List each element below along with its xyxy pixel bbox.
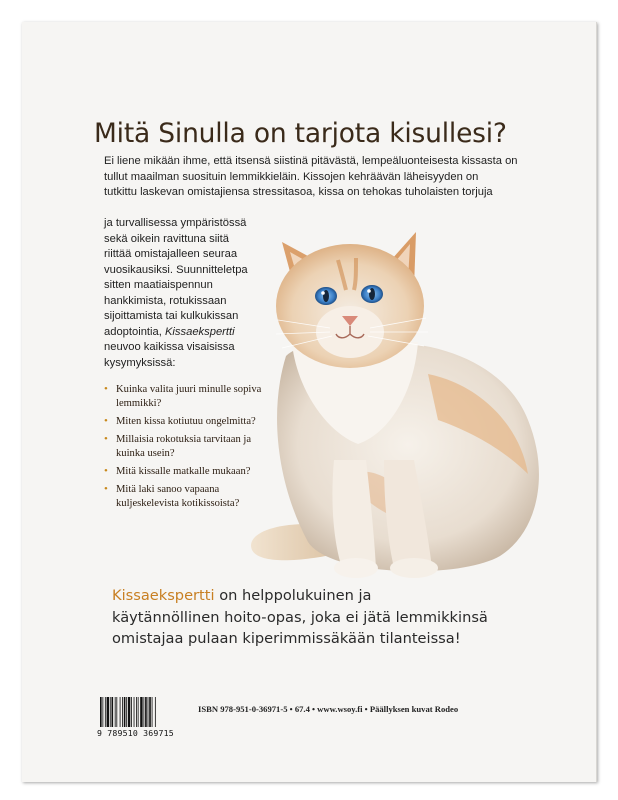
barcode-bar <box>124 697 126 727</box>
question-text: lemmikki? <box>116 397 162 409</box>
intro-line: riittää omistajalleen seuraa <box>104 248 238 260</box>
barcode-bar <box>126 697 127 727</box>
intro-line: sekä oikein ravittuna siitä <box>104 232 229 245</box>
cat-stripe <box>354 258 356 290</box>
barcode-bar <box>140 697 142 727</box>
closing-line <box>112 585 592 607</box>
intro-paragraph-full <box>104 154 544 201</box>
intro-line: tutkittu laskevan omistajiensa stressitasoa, kissa on tehokas tuholaisten torjuja <box>104 186 493 198</box>
barcode-bar <box>120 697 121 727</box>
barcode-bar <box>149 697 151 727</box>
intro-line: tullut maailman suosituin lemmikkieläin. Kissojen kehräävän läheisyyden on <box>104 170 479 183</box>
barcode-bar <box>148 697 149 727</box>
question-text: kuljeskelevista kotikissoista? <box>116 497 240 509</box>
question-text: Millaisia rokotuksia tarvitaan ja <box>116 433 252 445</box>
barcode-bar <box>155 697 156 727</box>
question-text: Mitä kissalle matkalle mukaan? <box>116 465 251 477</box>
intro-line-start: adoptointia, <box>104 325 165 338</box>
cat-eye-highlight <box>367 289 371 293</box>
barcode-bar <box>138 697 139 727</box>
barcode-bar <box>131 697 132 727</box>
barcode-bar <box>143 697 144 727</box>
isbn-line: ISBN 978-951-0-36971-5 • 67.4 • www.wsoy.fi • Päällyksen kuvat Rodeo <box>198 704 459 714</box>
question-text: Mitä laki sanoo vapaana <box>116 483 220 495</box>
intro-line: sijoittamista tai kulkukissan <box>104 310 239 322</box>
barcode-bar <box>111 697 113 727</box>
intro-line: sitten maatiaispennun <box>104 279 213 291</box>
cat-left-paw <box>334 558 378 578</box>
closing-statement <box>112 585 592 650</box>
barcode-bar <box>145 697 147 727</box>
closing-line: omistajaa pulaan kiperimmissäkään tilanteissa! <box>112 630 461 647</box>
closing-line-rest: on helppolukuinen ja <box>214 587 372 604</box>
intro-line: vuosikausiksi. Suunnitteletpa <box>104 263 248 276</box>
cat-eye-highlight <box>321 291 325 295</box>
barcode-bar <box>105 697 106 727</box>
intro-line: hankkimista, rotukissaan <box>104 294 227 307</box>
bullet-icon: • <box>104 432 108 445</box>
barcode-bar <box>115 697 116 727</box>
question-text: Kuinka valita juuri minulle sopiva <box>116 384 262 395</box>
intro-line: Ei liene mikään ihme, että itsensä siistinä pitävästä, lempeäluonteisesta kissasta on <box>104 155 518 167</box>
bullet-icon: • <box>104 414 108 427</box>
barcode-bar <box>122 697 123 727</box>
barcode-bar <box>134 697 135 727</box>
cover-heading: Mitä Sinulla on tarjota kisullesi? <box>94 118 507 149</box>
book-title-italic: Kissaekspertti <box>164 325 235 338</box>
barcode-bar <box>128 697 130 727</box>
barcode-bars <box>100 697 180 727</box>
intro-line: kysymyksissä: <box>104 356 176 369</box>
bullet-icon: • <box>104 383 108 395</box>
intro-line: ja turvallisessa ympäristössä <box>104 217 247 229</box>
closing-line: käytännöllinen hoito-opas, joka ei jätä lemmikkinsä <box>112 608 488 626</box>
barcode-bar <box>136 697 137 727</box>
barcode-bar <box>100 697 102 727</box>
cat-right-paw <box>390 558 438 578</box>
barcode-bar <box>110 697 111 727</box>
question-text: kuinka usein? <box>116 447 175 459</box>
bullet-icon: • <box>104 482 108 495</box>
barcode-digits: 9 789510 369715 <box>97 728 174 738</box>
barcode-bar <box>116 697 117 727</box>
barcode-bar <box>102 697 103 727</box>
book-title-accent: Kissaekspertti <box>112 587 215 604</box>
barcode-icon <box>97 697 183 739</box>
bullet-icon: • <box>104 464 108 477</box>
cat-illustration <box>238 224 558 584</box>
barcode-bar <box>107 697 109 727</box>
question-text: Miten kissa kotiutuu ongelmitta? <box>116 415 256 427</box>
barcode-bar <box>152 697 153 727</box>
intro-line: neuvoo kaikissa visaisissa <box>104 341 235 353</box>
